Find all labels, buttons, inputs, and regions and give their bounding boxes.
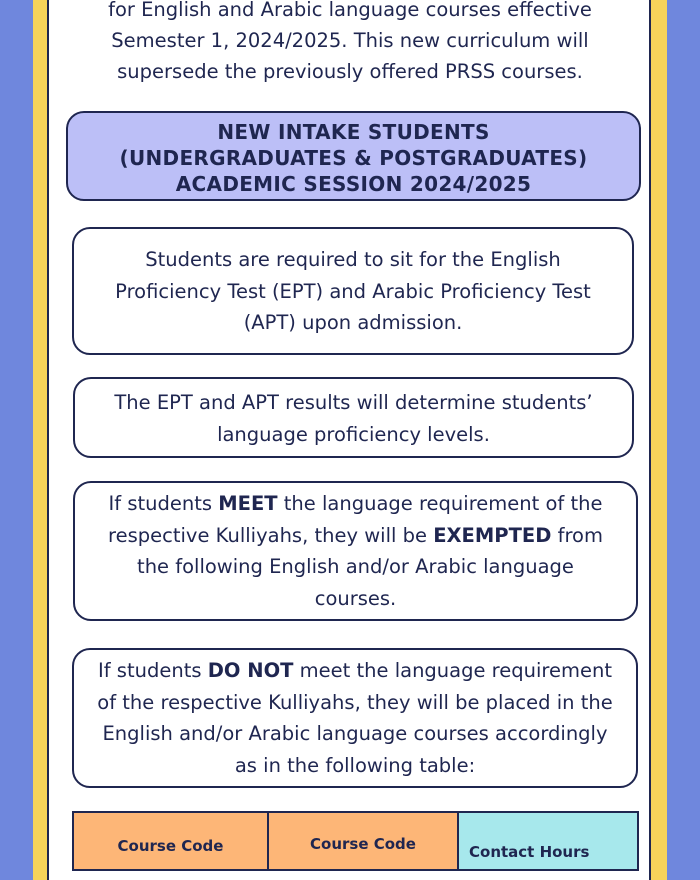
emphasis-do-not: DO NOT [207,659,294,682]
info-line: as in the following table: [234,753,476,777]
info-line [74,655,636,687]
text-fragment: respective Kulliyahs, they will be [108,523,434,547]
info-line: the following English and/or Arabic language [137,555,574,578]
info-line [75,488,636,520]
intro-line: Semester 1, 2024/2025. This new curriculum will [111,29,589,52]
info-line: courses. [314,586,397,610]
section-heading [66,111,641,201]
courses-table [72,811,639,871]
intro-line: supersede the previously offered PRSS courses. [117,60,583,83]
heading-line: NEW INTAKE STUDENTS [217,120,490,144]
info-box-proficiency-test [72,227,634,355]
info-line: (APT) upon admission. [243,311,463,334]
table-header-contact-hours: Contact Hours [459,813,637,869]
heading-line: (UNDERGRADUATES & POSTGRADUATES) [119,146,588,170]
emphasis-exempted: EXEMPTED [433,523,552,547]
info-line: of the respective Kulliyahs, they will be placed in the [97,690,613,714]
info-line: Proficiency Test (EPT) and Arabic Proficiency Test [115,279,591,303]
emphasis-meet: MEET [218,492,278,515]
info-box-results [73,377,634,458]
info-box-placement [72,648,638,788]
info-line [75,520,636,552]
text-fragment: from [551,523,603,547]
info-line: Students are required to sit for the English [145,248,561,271]
text-fragment: If students [108,492,219,515]
info-line: language proficiency levels. [217,422,490,446]
table-header-course-code: Course Code [74,813,269,869]
info-line: The EPT and APT results will determine students’ [114,391,593,414]
info-line: English and/or Arabic language courses accordingly [102,722,608,745]
intro-line: for English and Arabic language courses effective [108,0,592,21]
heading-line: ACADEMIC SESSION 2024/2025 [175,172,532,196]
text-fragment: the language requirement of the [277,492,603,515]
table-header-course-code-2: Course Code [269,813,459,869]
info-box-exempted [73,481,638,621]
text-fragment: If students [97,659,208,682]
text-fragment: meet the language requirement [293,659,613,682]
intro-paragraph [60,0,640,87]
